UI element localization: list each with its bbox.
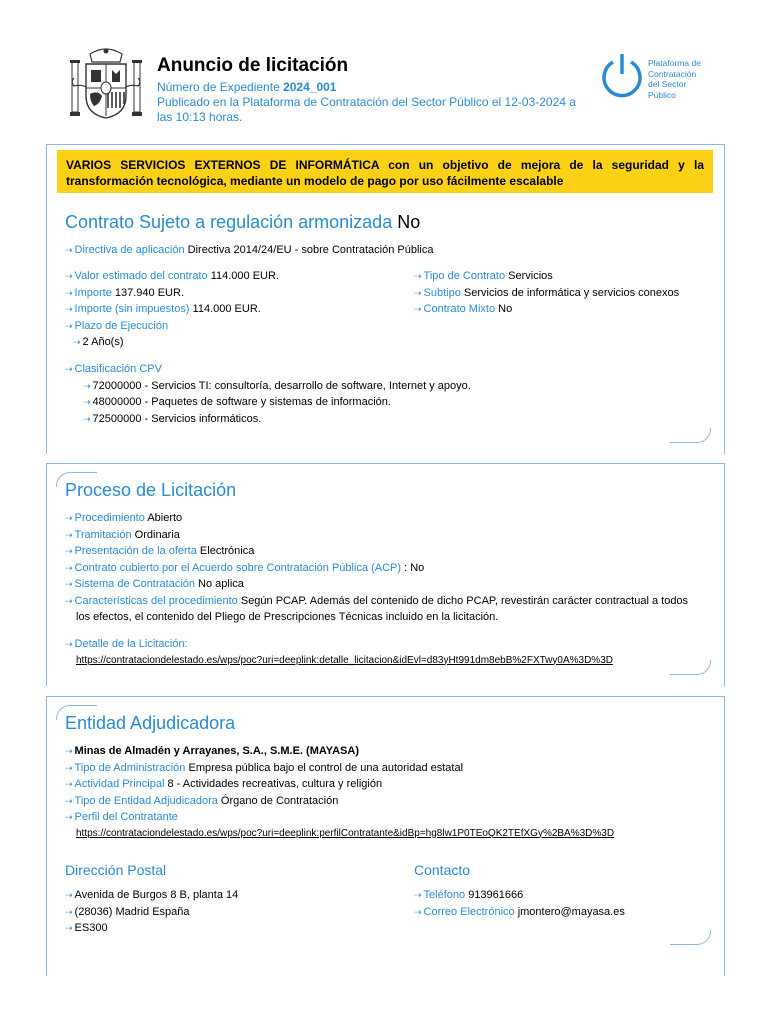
entidad-list: ⇢ Minas de Almadén y Arrayanes, S.A., S.M.E. (MAYASA) ⇢ Tipo de Administración Empresa pública bajo el control de una autoridad estatal ⇢ Actividad Principal 8 - Actividades recreativas, cultura y religión ⇢ Tipo de Entidad Adjudicadora Órgano de Contratación ⇢ Perfil del Contratante https://contrataciondelestado.es/wps/poc?uri=deeplink:perfilContratante&idBp=hg8lw1P0TEoQK2TEfXGy%2BA%3D%3D <box>65 745 615 839</box>
arrow-icon: ⇢ <box>65 546 73 556</box>
page-title: Anuncio de licitación <box>157 55 349 76</box>
arrow-icon: ⇢ <box>65 513 73 523</box>
entidad-heading: Entidad Adjudicadora <box>65 713 236 733</box>
arrow-icon: ⇢ <box>414 890 422 900</box>
contract-heading: Contrato Sujeto a regulación armonizada No <box>65 212 421 232</box>
detalle-link[interactable]: https://contrataciondelestado.es/wps/poc?uri=deeplink:detalle_licitacion&idEvl=d83yHt991dm8ebB%2FXTwy0A%3D%3D <box>76 654 613 666</box>
arrow-icon: ⇢ <box>83 380 91 391</box>
arrow-icon: ⇢ <box>414 287 422 298</box>
coat-of-arms-icon <box>70 48 142 124</box>
arrow-icon: ⇢ <box>65 245 73 255</box>
arrow-icon: ⇢ <box>65 595 73 606</box>
arrow-icon: ⇢ <box>65 639 73 649</box>
arrow-icon: ⇢ <box>65 923 73 933</box>
page-header <box>0 0 770 140</box>
cpv-item: ⇢ 72000000 - Servicios TI: consultoría, desarrollo de software, Internet y apoyo. <box>83 379 471 392</box>
proceso-heading: Proceso de Licitación <box>65 480 237 500</box>
arrow-icon: ⇢ <box>83 397 91 407</box>
arrow-icon: ⇢ <box>65 779 73 789</box>
contacto-heading: Contacto <box>414 862 471 878</box>
directiva-row: ⇢ Directiva de aplicación Directiva 2014/24/EU - sobre Contratación Pública <box>65 244 434 256</box>
cpv-item: ⇢ 72500000 - Servicios informáticos. <box>83 412 262 425</box>
direccion-heading: Dirección Postal <box>65 862 167 878</box>
contract-right-column: ⇢ Tipo de Contrato Servicios ⇢ Subtipo Servicios de informática y servicios conexos ⇢ Contrato Mixto No <box>414 270 680 315</box>
arrow-icon: ⇢ <box>414 906 422 917</box>
arrow-icon: ⇢ <box>65 890 73 900</box>
arrow-icon: ⇢ <box>65 364 73 374</box>
arrow-icon: ⇢ <box>65 762 73 773</box>
proceso-list: ⇢ Procedimiento Abierto ⇢ Tramitación Ordinaria ⇢ Presentación de la oferta Electrónica ⇢ Contrato cubierto por el Acuerdo sobre Contratación Pública (ACP) : No ⇢ Sistema de Contratación No aplica ⇢ Características del procedimiento Según PCAP. Además del contenido de dicho PCAP, revestirán carácter contractual a todos los efectos, el contenido del Pliego de Prescripciones Técnicas incluido en la licitación. <box>65 512 689 623</box>
arrow-icon: ⇢ <box>65 812 73 822</box>
arrow-icon: ⇢ <box>65 746 73 756</box>
arrow-icon: ⇢ <box>65 304 73 314</box>
contacto-list: ⇢ Teléfono 913961666 ⇢ Correo Electrónico jmontero@mayasa.es <box>414 889 625 918</box>
arrow-icon: ⇢ <box>414 304 422 314</box>
arrow-icon: ⇢ <box>65 579 73 589</box>
contract-title-banner: VARIOS SERVICIOS EXTERNOS DE INFORMÁTICA con un objetivo de mejora de la seguridad y la transformación tecnológica, mediante un modelo de pago por uso fácilmente escalable <box>57 150 713 193</box>
publication-info: Publicado en la Plataforma de Contratación del Sector Público el 12-03-2024 a las 10:13 horas. <box>157 95 576 124</box>
arrow-icon: ⇢ <box>65 795 73 806</box>
arrow-icon: ⇢ <box>73 337 81 347</box>
perfil-link[interactable]: https://contrataciondelestado.es/wps/poc?uri=deeplink:perfilContratante&idBp=hg8lw1P0TEoQK2TEfXGy%2BA%3D%3D <box>76 827 615 839</box>
contract-left-column: ⇢ Valor estimado del contrato 114.000 EUR. ⇢ Importe 137.940 EUR. ⇢ Importe (sin impuestos) 114.000 EUR. ⇢ Plazo de Ejecución ⇢ 2 Año(s) <box>65 270 279 348</box>
arrow-icon: ⇢ <box>83 413 91 424</box>
arrow-icon: ⇢ <box>65 906 73 917</box>
platform-power-logo-icon <box>598 52 646 100</box>
cpv-block: ⇢ Clasificación CPV ⇢ 72000000 - Servicios TI: consultoría, desarrollo de software, Internet y apoyo. ⇢ 48000000 - Paquetes de software y sistemas de información. ⇢ 72500000 - Servicios informáticos. <box>65 361 471 427</box>
arrow-icon: ⇢ <box>65 320 73 331</box>
detalle-block: ⇢ Detalle de la Licitación: https://contrataciondelestado.es/wps/poc?uri=deeplink:detalle_licitacion&idEvl=d83yHt991dm8ebB%2FXTwy0A%3D%3D <box>65 638 613 666</box>
arrow-icon: ⇢ <box>65 287 73 298</box>
platform-logo-text: Plataforma de Contratación del Sector Público <box>648 58 701 100</box>
arrow-icon: ⇢ <box>65 271 73 281</box>
arrow-icon: ⇢ <box>414 271 422 281</box>
arrow-icon: ⇢ <box>65 529 73 540</box>
direccion-list: ⇢ Avenida de Burgos 8 B, planta 14 ⇢ (28036) Madrid España ⇢ ES300 <box>65 889 239 934</box>
entidad-name: Minas de Almadén y Arrayanes, S.A., S.M.E. (MAYASA) <box>74 745 360 757</box>
arrow-icon: ⇢ <box>65 562 73 573</box>
cpv-item: ⇢ 48000000 - Paquetes de software y sistemas de información. <box>83 396 391 408</box>
expediente-number: Número de Expediente 2024_001 <box>157 80 337 94</box>
